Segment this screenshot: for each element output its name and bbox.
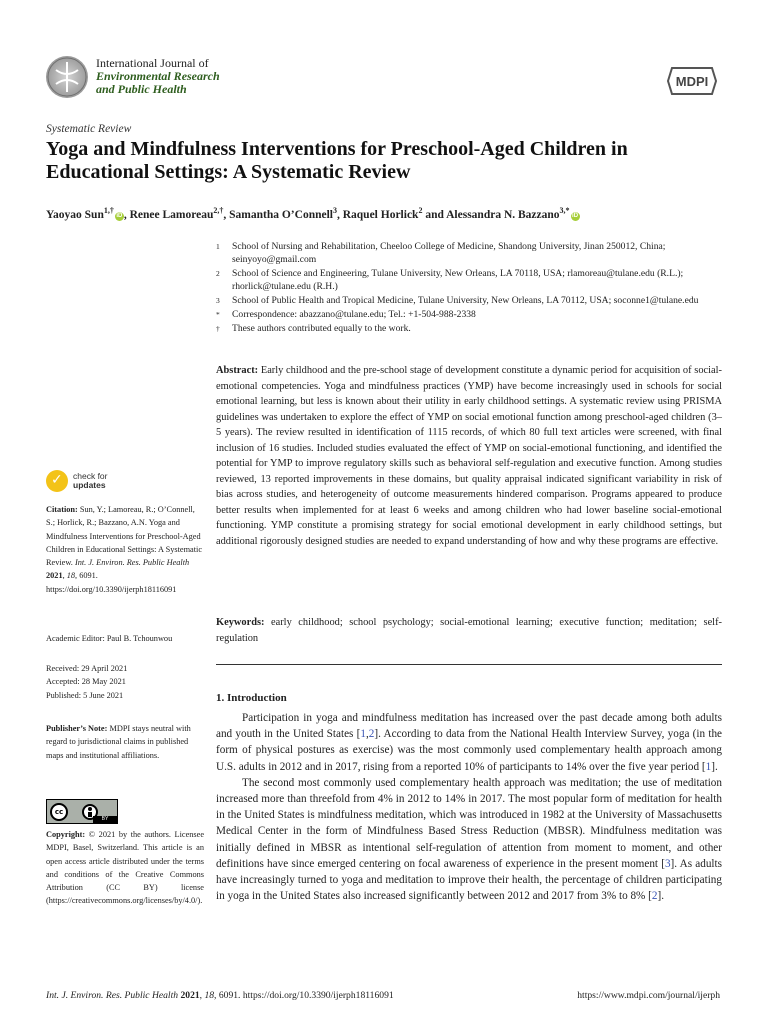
copyright-text: © 2021 by the authors. Licensee MDPI, Basel, Switzerland. This article is an open access article distributed under the terms and conditions of the Creative Commons Attribution (CC BY) license (https://creativecommons.org/licenses/by/4.0/). [46,830,205,906]
copyright-label: Copyright: [46,830,86,839]
abstract-label: Abstract: [216,365,259,376]
citation-link[interactable]: 2 [651,890,658,903]
correspondence: * Correspondence: abazzano@tulane.edu; Tel.: +1-504-988-2338 [216,309,476,320]
abstract-text: Early childhood and the pre-school stage of development constitute a dynamic period for acquisition of social-emotional competencies. Yoga and mindfulness practices (YMP) have become increasingly used in schools for social emotional learning, but less is known about their utility in early childhood settings. A systematic review using PRISMA guidelines was undertaken to explore the effect of YMP on social emotional function among preschool-aged children (3–5 years). The review resulted in identification of 1115 records, of which 80 full text articles were screened, with final inclusion of 16 studies. Included studies evaluated the effect of YMP on social-emotional functioning, and identified the potential for YMP to improve regulatory skills such as behavioral self-regulation and executive function. Among studies reviewed, 13 reported improvements in these domains, but quality appraisal indicated significant variability in risk of bias across studies, and heterogeneity of outcome measurements hindered comparison. Programs appeared to produce better results when implemented for at least 6 weeks and among children who had lower baseline social-emotional functioning. YMP constitute a promising strategy for social emotional development in early childhood settings, but additional rigorously designed studies are needed to expand understanding of how and why these programs are effective. [216,365,722,547]
publication-dates [46,662,204,702]
affiliation-item: 1 School of Nursing and Rehabilitation, Cheeloo College of Medicine, Shandong University, Jinan 250012, China; seinyoyo@gmail.com [216,241,666,265]
journal-name-line3: and Public Health [96,82,187,96]
author-list: Yaoyao Sun$^{1,\dagger}$iD , Renee Lamoreau$^{2,\dagger}$, Samantha O’Connell$^3$, Raquel Horlick$^2$ and Alessandra N. Bazzano$^{3,*}$iD [46,206,579,221]
paragraph: The second most commonly used complementary health approach was meditation; the use of meditation increased more than threefold from 4% in 2012 to 14% in 2017. The most popular form of meditation for health in the United States is mindfulness meditation, which was introduced in 1982 at the University of Massachusetts Medical Center in the form of Mindfulness Based Stress Reduction (MBSR). Mindfulness meditation was initially defined in MBSR as intentional self-regulation of attention from moment to moment, and other definitions have since emerged centering on focal awareness of experience in the present moment [3]. As adults have increasingly turned to yoga and meditation to improve their health, the percentage of children participating in yoga in the United States also increased significantly between 2012 and 2017 from 3% to 8% [2]. [216,776,722,903]
author[interactable]: Raquel Horlick$^2$ [342,206,423,221]
footer-year: 2021 [180,990,200,1001]
affiliation-item: 3 School of Public Health and Tropical Medicine, Tulane University, New Orleans, LA 70112, USA; soconne1@tulane.edu [216,295,699,306]
journal-logo [46,56,88,98]
academic-editor: Academic Editor: Paul B. Tchounwou [46,634,173,643]
article-type: Systematic Review [46,123,132,135]
journal-name-line1: International Journal of [96,56,209,70]
footer-doi[interactable]: , 6091. https://doi.org/10.3390/ijerph18116091 [214,990,394,1001]
published-date: Published: 5 June 2021 [46,690,124,700]
publisher-note-text: MDPI stays neutral with regard to jurisdictional claims in published maps and institutional affiliations. [46,724,191,760]
citation-block: Citation: Sun, Y.; Lamoreau, R.; O’Connell, S.; Horlick, R.; Bazzano, A.N. Yoga and Mindfulness Interventions for Preschool-Aged Children in Educational Settings: A Systematic Review. Int. J. Environ. Res. Public Health 2021, 18, 6091. https://doi.org/10.3390/ijerph18116091 [46,505,203,594]
section-heading: 1. Introduction [216,692,287,704]
citation-link[interactable]: 3 [664,857,671,870]
citation-text: Sun, Y.; Lamoreau, R.; O’Connell, S.; Horlick, R.; Bazzano, A.N. Yoga and Mindfulness Interventions for Preschool-Aged Children in Educational Settings: A Systematic Review. [46,505,203,568]
author[interactable]: Renee Lamoreau$^{2,\dagger}$ [129,206,224,221]
journal-name [96,57,220,96]
cc-by-license-badge[interactable] [46,799,118,824]
check-updates-line2: updates [73,480,106,490]
equal-contribution-note: † These authors contributed equally to the work. [216,323,411,334]
footer-journal-url[interactable]: https://www.mdpi.com/journal/ijerph [577,990,720,1001]
received-date: Received: 29 April 2021 [46,664,128,673]
copyright-notice [46,828,204,908]
citation-doi-link[interactable]: https://doi.org/10.3390/ijerph18116091 [46,584,177,594]
keywords-label: Keywords: [216,617,265,628]
check-for-updates-button[interactable] [46,470,108,492]
check-updates-line1: check for [73,471,108,481]
citation-label: Citation: [46,505,78,514]
orcid-icon[interactable]: iD [572,212,579,219]
accepted-date: Accepted: 28 May 2021 [46,677,126,687]
introduction-body [216,710,722,904]
journal-name-line2: Environmental Research [96,69,220,83]
paragraph: Participation in yoga and mindfulness meditation has increased over the past decade among both adults and youth in the United States [1,2]. According to data from the National Health Interview Survey, yoga (in the form of physical postures as exercise) was the most commonly used complementary health approach among U.S. adults in 2012 and in 2017, rising from a reported 10% of participants to 14% over the five year period [1]. [216,712,723,773]
publisher-note-label: Publisher’s Note: [46,724,108,733]
footer-journal: Int. J. Environ. Res. Public Health [46,990,179,1001]
mdpi-logo-text: MDPI [675,74,709,89]
footer-volume: 18 [204,990,215,1001]
keywords-text: early childhood; school psychology; social-emotional learning; executive function; meditation; self-regulation [216,617,722,644]
citation-link[interactable]: 1 [705,760,712,773]
abstract [216,363,722,549]
affiliation-item: 2 School of Science and Engineering, Tulane University, New Orleans, LA 70118, USA; rlamoreau@tulane.edu (R.L.); rhorlick@tulane.edu (R.H.) [216,268,684,292]
author[interactable]: Samantha O’Connell$^3$ [229,206,337,221]
citation-year: 2021 [46,571,63,581]
citation-link[interactable]: 1 [360,728,366,741]
author[interactable]: Yaoyao Sun$^{1,\dagger}$iD [46,206,123,221]
affiliations [216,240,736,336]
cc-by-label: BY [93,816,117,823]
cc-icon: cc [50,803,68,821]
publisher-note [46,722,204,762]
mdpi-logo [666,66,718,96]
check-icon [46,470,68,492]
citation-journal: Int. J. Environ. Res. Public Health [74,558,190,568]
section-divider [216,664,722,665]
orcid-icon[interactable]: iD [116,212,123,219]
citation-volume: 18 [66,571,76,581]
article-title: Yoga and Mindfulness Interventions for Preschool-Aged Children in Educational Settings: A Systematic Review [46,138,628,183]
keywords [216,615,722,646]
citation-link[interactable]: 2 [368,728,375,741]
footer-citation: Int. J. Environ. Res. Public Health 2021, 18, 6091. https://doi.org/10.3390/ijerph18116091 [46,990,394,1001]
author[interactable]: Alessandra N. Bazzano$^{3,*}$iD [446,206,579,221]
